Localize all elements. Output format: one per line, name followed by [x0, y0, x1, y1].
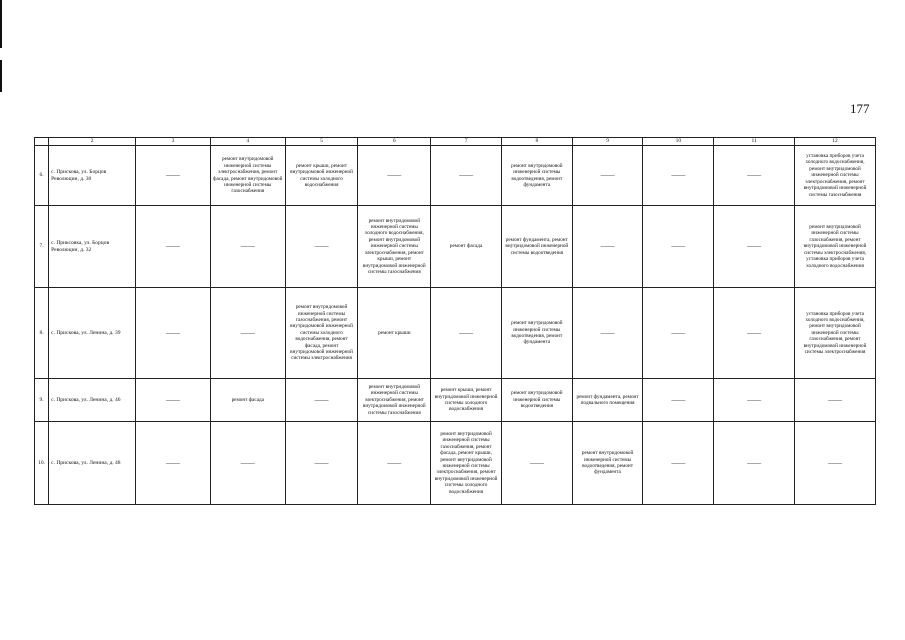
table-cell: —— — [643, 146, 714, 206]
table-cell: —— — [136, 288, 211, 379]
table-cell: ремонт крыши, ремонт внутридомовой инженерной системы холодного водоснабжения — [285, 146, 358, 206]
table-cell: ремонт фасада — [431, 206, 502, 288]
table-cell: ремонт внутридомовой инженерной системы холодного водоснабжения, ремонт внутридомовой инженерной системы электроснабжения, ремонт крыши, ремонт внутридомовой инженерной системы газоснабжения — [358, 206, 431, 288]
address-cell: с. Прискова, ул. Ленина, д. 48 — [49, 422, 136, 505]
table-cell: —— — [795, 379, 876, 422]
table-cell: —— — [136, 146, 211, 206]
table-cell: ремонт внутридомовой инженерной системы электроснабжения, ремонт фасада, ремонт внутридомовой инженерной системы газоснабжения — [210, 146, 285, 206]
table-cell: —— — [210, 288, 285, 379]
table-cell: —— — [210, 206, 285, 288]
table-cell: —— — [643, 288, 714, 379]
row-number: 8. — [35, 288, 49, 379]
column-header: 4 — [210, 138, 285, 146]
column-header: 9 — [572, 138, 643, 146]
table-row — [35, 146, 876, 206]
table-cell: —— — [136, 379, 211, 422]
row-number: 9. — [35, 379, 49, 422]
table-cell: —— — [431, 288, 502, 379]
table-cell: —— — [643, 422, 714, 505]
table-cell: —— — [572, 206, 643, 288]
table-cell: —— — [136, 206, 211, 288]
page-edge-line-top — [0, 0, 2, 48]
table-cell: ремонт внутридомовой инженерной системы газоснабжения, ремонт фасада, ремонт крыши, ремонт внутридомовой инженерной системы электроснабжения, ремонт внутридомовой инженерной системы холодного водоснабжения — [431, 422, 502, 505]
column-header: 3 — [136, 138, 211, 146]
table-cell: ремонт внутридомовой инженерной системы водоотведения — [501, 379, 572, 422]
address-cell: с. Прискова, ул. Ленина, д. 39 — [49, 288, 136, 379]
table-cell: —— — [714, 288, 795, 379]
table-row — [35, 379, 876, 422]
table-header-row — [35, 138, 876, 146]
table-row — [35, 288, 876, 379]
table-cell: —— — [501, 422, 572, 505]
address-cell: с. Прискова, ул. Борцов Революции, д. 30 — [49, 146, 136, 206]
row-number: 6. — [35, 146, 49, 206]
table-row — [35, 422, 876, 505]
table-cell: —— — [714, 379, 795, 422]
table-cell: —— — [714, 146, 795, 206]
table-cell: ремонт фундамента, ремонт подвального помещения — [572, 379, 643, 422]
table-cell: —— — [572, 146, 643, 206]
table-cell: ремонт фундамента, ремонт внутридомовой инженерной системы водоотведения — [501, 206, 572, 288]
column-header — [35, 138, 49, 146]
table-cell: —— — [358, 146, 431, 206]
table-cell: —— — [643, 206, 714, 288]
table-row — [35, 206, 876, 288]
row-number: 7. — [35, 206, 49, 288]
table-cell: —— — [285, 379, 358, 422]
table-cell: —— — [795, 422, 876, 505]
table-cell: —— — [358, 422, 431, 505]
table-cell: установка приборов учета холодного водоснабжения, ремонт внутридомовой инженерной системы электроснабжения, ремонт внутридомовой инженерной системы газоснабжения — [795, 146, 876, 206]
table-cell: —— — [285, 206, 358, 288]
table-cell: —— — [285, 422, 358, 505]
page-edge-line-bottom — [0, 60, 2, 92]
column-header: 5 — [285, 138, 358, 146]
table-cell: ремонт фасада — [210, 379, 285, 422]
address-cell: с. Прискова, ул. Ленина, д. 46 — [49, 379, 136, 422]
column-header: 12 — [795, 138, 876, 146]
column-header: 7 — [431, 138, 502, 146]
table-cell: —— — [572, 288, 643, 379]
column-header: 2 — [49, 138, 136, 146]
table-cell: ремонт внутридомовой инженерной системы водоотведения, ремонт фундамента — [501, 146, 572, 206]
table-cell: —— — [136, 422, 211, 505]
column-header: 11 — [714, 138, 795, 146]
table-cell: установка приборов учета холодного водоснабжения, ремонт внутридомовой инженерной системы газоснабжения, ремонт внутридомовой инженерной системы электроснабжения — [795, 288, 876, 379]
table-cell: ремонт внутридомовой инженерной системы электроснабжения, ремонт внутридомовой инженерной системы газоснабжения — [358, 379, 431, 422]
repair-schedule-table — [34, 137, 876, 505]
table-cell: ремонт крыши, ремонт внутридомовой инженерной системы холодного водоснабжения — [431, 379, 502, 422]
column-header: 8 — [501, 138, 572, 146]
address-cell: с. Приксовка, ул. Борцов Революции, д. 32 — [49, 206, 136, 288]
row-number: 10. — [35, 422, 49, 505]
column-header: 10 — [643, 138, 714, 146]
table-cell: ремонт внутридомовой инженерной системы газоснабжения, ремонт внутридомовой инженерной системы холодного водоснабжения, ремонт фасада, ремонт внутридомовой инженерной системы электроснабжения — [285, 288, 358, 379]
column-header: 6 — [358, 138, 431, 146]
page-number: 177 — [850, 101, 870, 116]
table-cell: ремонт внутридомовой инженерной системы водоотведения, ремонт фундамента — [501, 288, 572, 379]
table-cell: ремонт внутридомовой инженерной системы водоотведения, ремонт фундамента — [572, 422, 643, 505]
table-cell: —— — [431, 146, 502, 206]
table-cell: —— — [714, 422, 795, 505]
table-cell: —— — [714, 206, 795, 288]
table-cell: ремонт внутридомовой инженерной системы газоснабжения, ремонт внутридомовой инженерной системы электроснабжения, установка приборов учета холодного водоснабжения — [795, 206, 876, 288]
table-cell: —— — [643, 379, 714, 422]
table-cell: ремонт крыши — [358, 288, 431, 379]
table-cell: —— — [210, 422, 285, 505]
